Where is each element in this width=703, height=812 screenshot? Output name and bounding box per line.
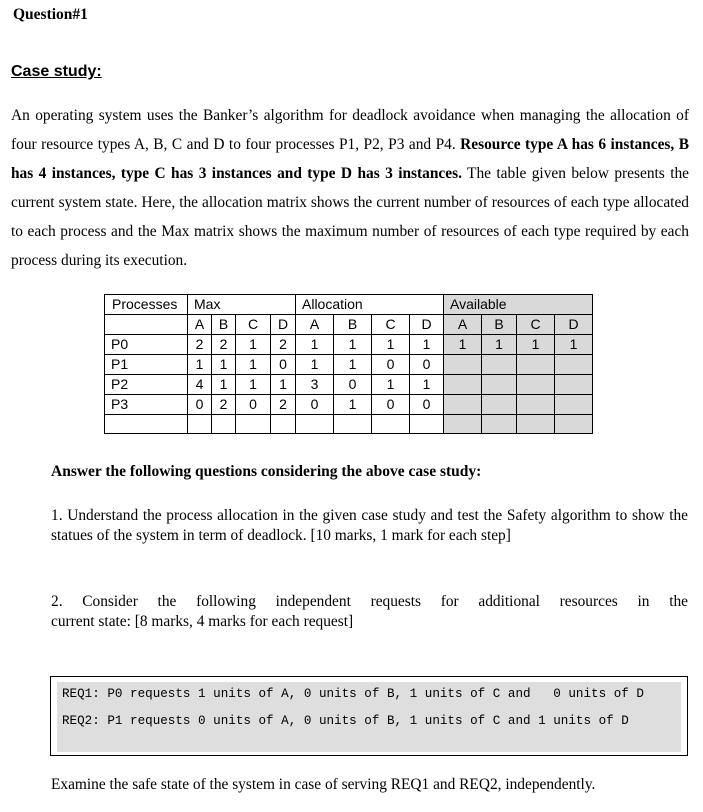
allocation-cell: 1 bbox=[410, 335, 444, 355]
available-cell: 1 bbox=[517, 335, 555, 355]
empty-cell bbox=[236, 415, 271, 434]
available-label-c: C bbox=[517, 315, 555, 335]
allocation-cell: 0 bbox=[372, 395, 410, 415]
available-label-b: B bbox=[482, 315, 517, 335]
max-cell: 1 bbox=[212, 375, 236, 395]
intro-bold-text: Resource type A has 6 instances, B has 4 instances, type C has 3 instances and type D has 3 instances. bbox=[11, 136, 689, 182]
table-row bbox=[105, 375, 593, 395]
available-cell bbox=[482, 395, 517, 415]
question-heading: Question#1 bbox=[13, 6, 88, 23]
processes-header: Processes bbox=[105, 295, 188, 315]
requests-box-fill bbox=[57, 682, 681, 752]
max-cell: 2 bbox=[271, 335, 296, 355]
allocation-cell: 3 bbox=[296, 375, 334, 395]
allocation-cell: 1 bbox=[372, 375, 410, 395]
question-1: 1. Understand the process allocation in the given case study and test the Safety algorithm to show the statues of the system in term of deadlock. [10 marks, 1 mark for each step] bbox=[51, 507, 688, 544]
case-study-heading: Case study: bbox=[11, 63, 102, 80]
intro-text-1: An operating system uses the Banker’s algorithm for deadlock avoidance when managing the allocation of four resource types A, B, C and D to four processes P1, P2, P3 and P4. bbox=[11, 107, 689, 153]
allocation-cell: 1 bbox=[296, 335, 334, 355]
empty-cell bbox=[517, 415, 555, 434]
available-cell bbox=[482, 375, 517, 395]
case-study-paragraph bbox=[11, 101, 689, 275]
allocation-cell: 0 bbox=[410, 355, 444, 375]
answer-heading: Answer the following questions considering the above case study: bbox=[51, 463, 482, 480]
available-header: Available bbox=[444, 295, 593, 315]
examine-text: Examine the safe state of the system in case of serving REQ1 and REQ2, independently. bbox=[51, 776, 596, 793]
max-cell: 0 bbox=[271, 355, 296, 375]
max-cell: 1 bbox=[236, 355, 271, 375]
available-cell bbox=[444, 375, 482, 395]
allocation-cell: 0 bbox=[410, 395, 444, 415]
table-row bbox=[105, 395, 593, 415]
available-cell bbox=[555, 355, 593, 375]
max-cell: 2 bbox=[212, 395, 236, 415]
empty-cell bbox=[212, 415, 236, 434]
available-cell bbox=[482, 355, 517, 375]
resource-label-row bbox=[105, 315, 593, 335]
empty-cell bbox=[482, 415, 517, 434]
available-cell bbox=[444, 355, 482, 375]
max-cell: 2 bbox=[212, 335, 236, 355]
allocation-cell: 1 bbox=[410, 375, 444, 395]
empty-cell bbox=[334, 415, 372, 434]
available-cell: 1 bbox=[555, 335, 593, 355]
process-cell: P3 bbox=[105, 395, 188, 415]
max-cell: 2 bbox=[188, 335, 212, 355]
empty-cell bbox=[410, 415, 444, 434]
allocation-cell: 1 bbox=[334, 355, 372, 375]
max-label-d: D bbox=[271, 315, 296, 335]
allocation-label-c: C bbox=[372, 315, 410, 335]
allocation-header: Allocation bbox=[296, 295, 444, 315]
table-header-row bbox=[105, 295, 593, 315]
table-empty-row bbox=[105, 415, 593, 434]
max-cell: 0 bbox=[236, 395, 271, 415]
available-cell bbox=[517, 355, 555, 375]
allocation-cell: 1 bbox=[372, 335, 410, 355]
allocation-label-d: D bbox=[410, 315, 444, 335]
process-cell: P1 bbox=[105, 355, 188, 375]
question-2-line-2: current state: [8 marks, 4 marks for each request] bbox=[51, 613, 354, 630]
intro-text-2: The table given below presents the current system state. Here, the allocation matrix shows the current number of resources of each type allocated to each process and the Max matrix shows the maximum number of resources of each type required by each process during its execution. bbox=[11, 165, 689, 269]
available-label-a: A bbox=[444, 315, 482, 335]
request-1: REQ1: P0 requests 1 units of A, 0 units of B, 1 units of C and 0 units of D bbox=[62, 687, 644, 701]
process-cell: P2 bbox=[105, 375, 188, 395]
max-label-b: B bbox=[212, 315, 236, 335]
allocation-cell: 1 bbox=[296, 355, 334, 375]
max-label-a: A bbox=[188, 315, 212, 335]
available-cell: 1 bbox=[444, 335, 482, 355]
max-cell: 0 bbox=[188, 395, 212, 415]
allocation-cell: 1 bbox=[334, 335, 372, 355]
max-cell: 4 bbox=[188, 375, 212, 395]
bankers-state-table bbox=[104, 294, 593, 434]
available-cell bbox=[555, 395, 593, 415]
max-header: Max bbox=[188, 295, 296, 315]
allocation-cell: 0 bbox=[296, 395, 334, 415]
available-cell bbox=[517, 395, 555, 415]
max-label-c: C bbox=[236, 315, 271, 335]
empty-cell bbox=[296, 415, 334, 434]
max-cell: 1 bbox=[271, 375, 296, 395]
available-cell: 1 bbox=[482, 335, 517, 355]
empty-cell bbox=[105, 415, 188, 434]
allocation-cell: 0 bbox=[334, 375, 372, 395]
blank-cell bbox=[105, 315, 188, 335]
allocation-label-b: B bbox=[334, 315, 372, 335]
max-cell: 1 bbox=[212, 355, 236, 375]
max-cell: 1 bbox=[236, 335, 271, 355]
available-cell bbox=[555, 375, 593, 395]
max-cell: 1 bbox=[188, 355, 212, 375]
table-row bbox=[105, 355, 593, 375]
table-row bbox=[105, 335, 593, 355]
requests-box bbox=[50, 676, 688, 756]
max-cell: 1 bbox=[236, 375, 271, 395]
empty-cell bbox=[444, 415, 482, 434]
allocation-label-a: A bbox=[296, 315, 334, 335]
allocation-cell: 0 bbox=[372, 355, 410, 375]
empty-cell bbox=[555, 415, 593, 434]
request-2: REQ2: P1 requests 0 units of A, 0 units of B, 1 units of C and 1 units of D bbox=[62, 714, 629, 728]
empty-cell bbox=[188, 415, 212, 434]
process-cell: P0 bbox=[105, 335, 188, 355]
empty-cell bbox=[271, 415, 296, 434]
question-2 bbox=[51, 592, 688, 632]
available-cell bbox=[517, 375, 555, 395]
available-label-d: D bbox=[555, 315, 593, 335]
empty-cell bbox=[372, 415, 410, 434]
max-cell: 2 bbox=[271, 395, 296, 415]
question-2-line-1: 2. Consider the following independent requests for additional resources in the bbox=[51, 593, 688, 610]
available-cell bbox=[444, 395, 482, 415]
allocation-cell: 1 bbox=[334, 395, 372, 415]
